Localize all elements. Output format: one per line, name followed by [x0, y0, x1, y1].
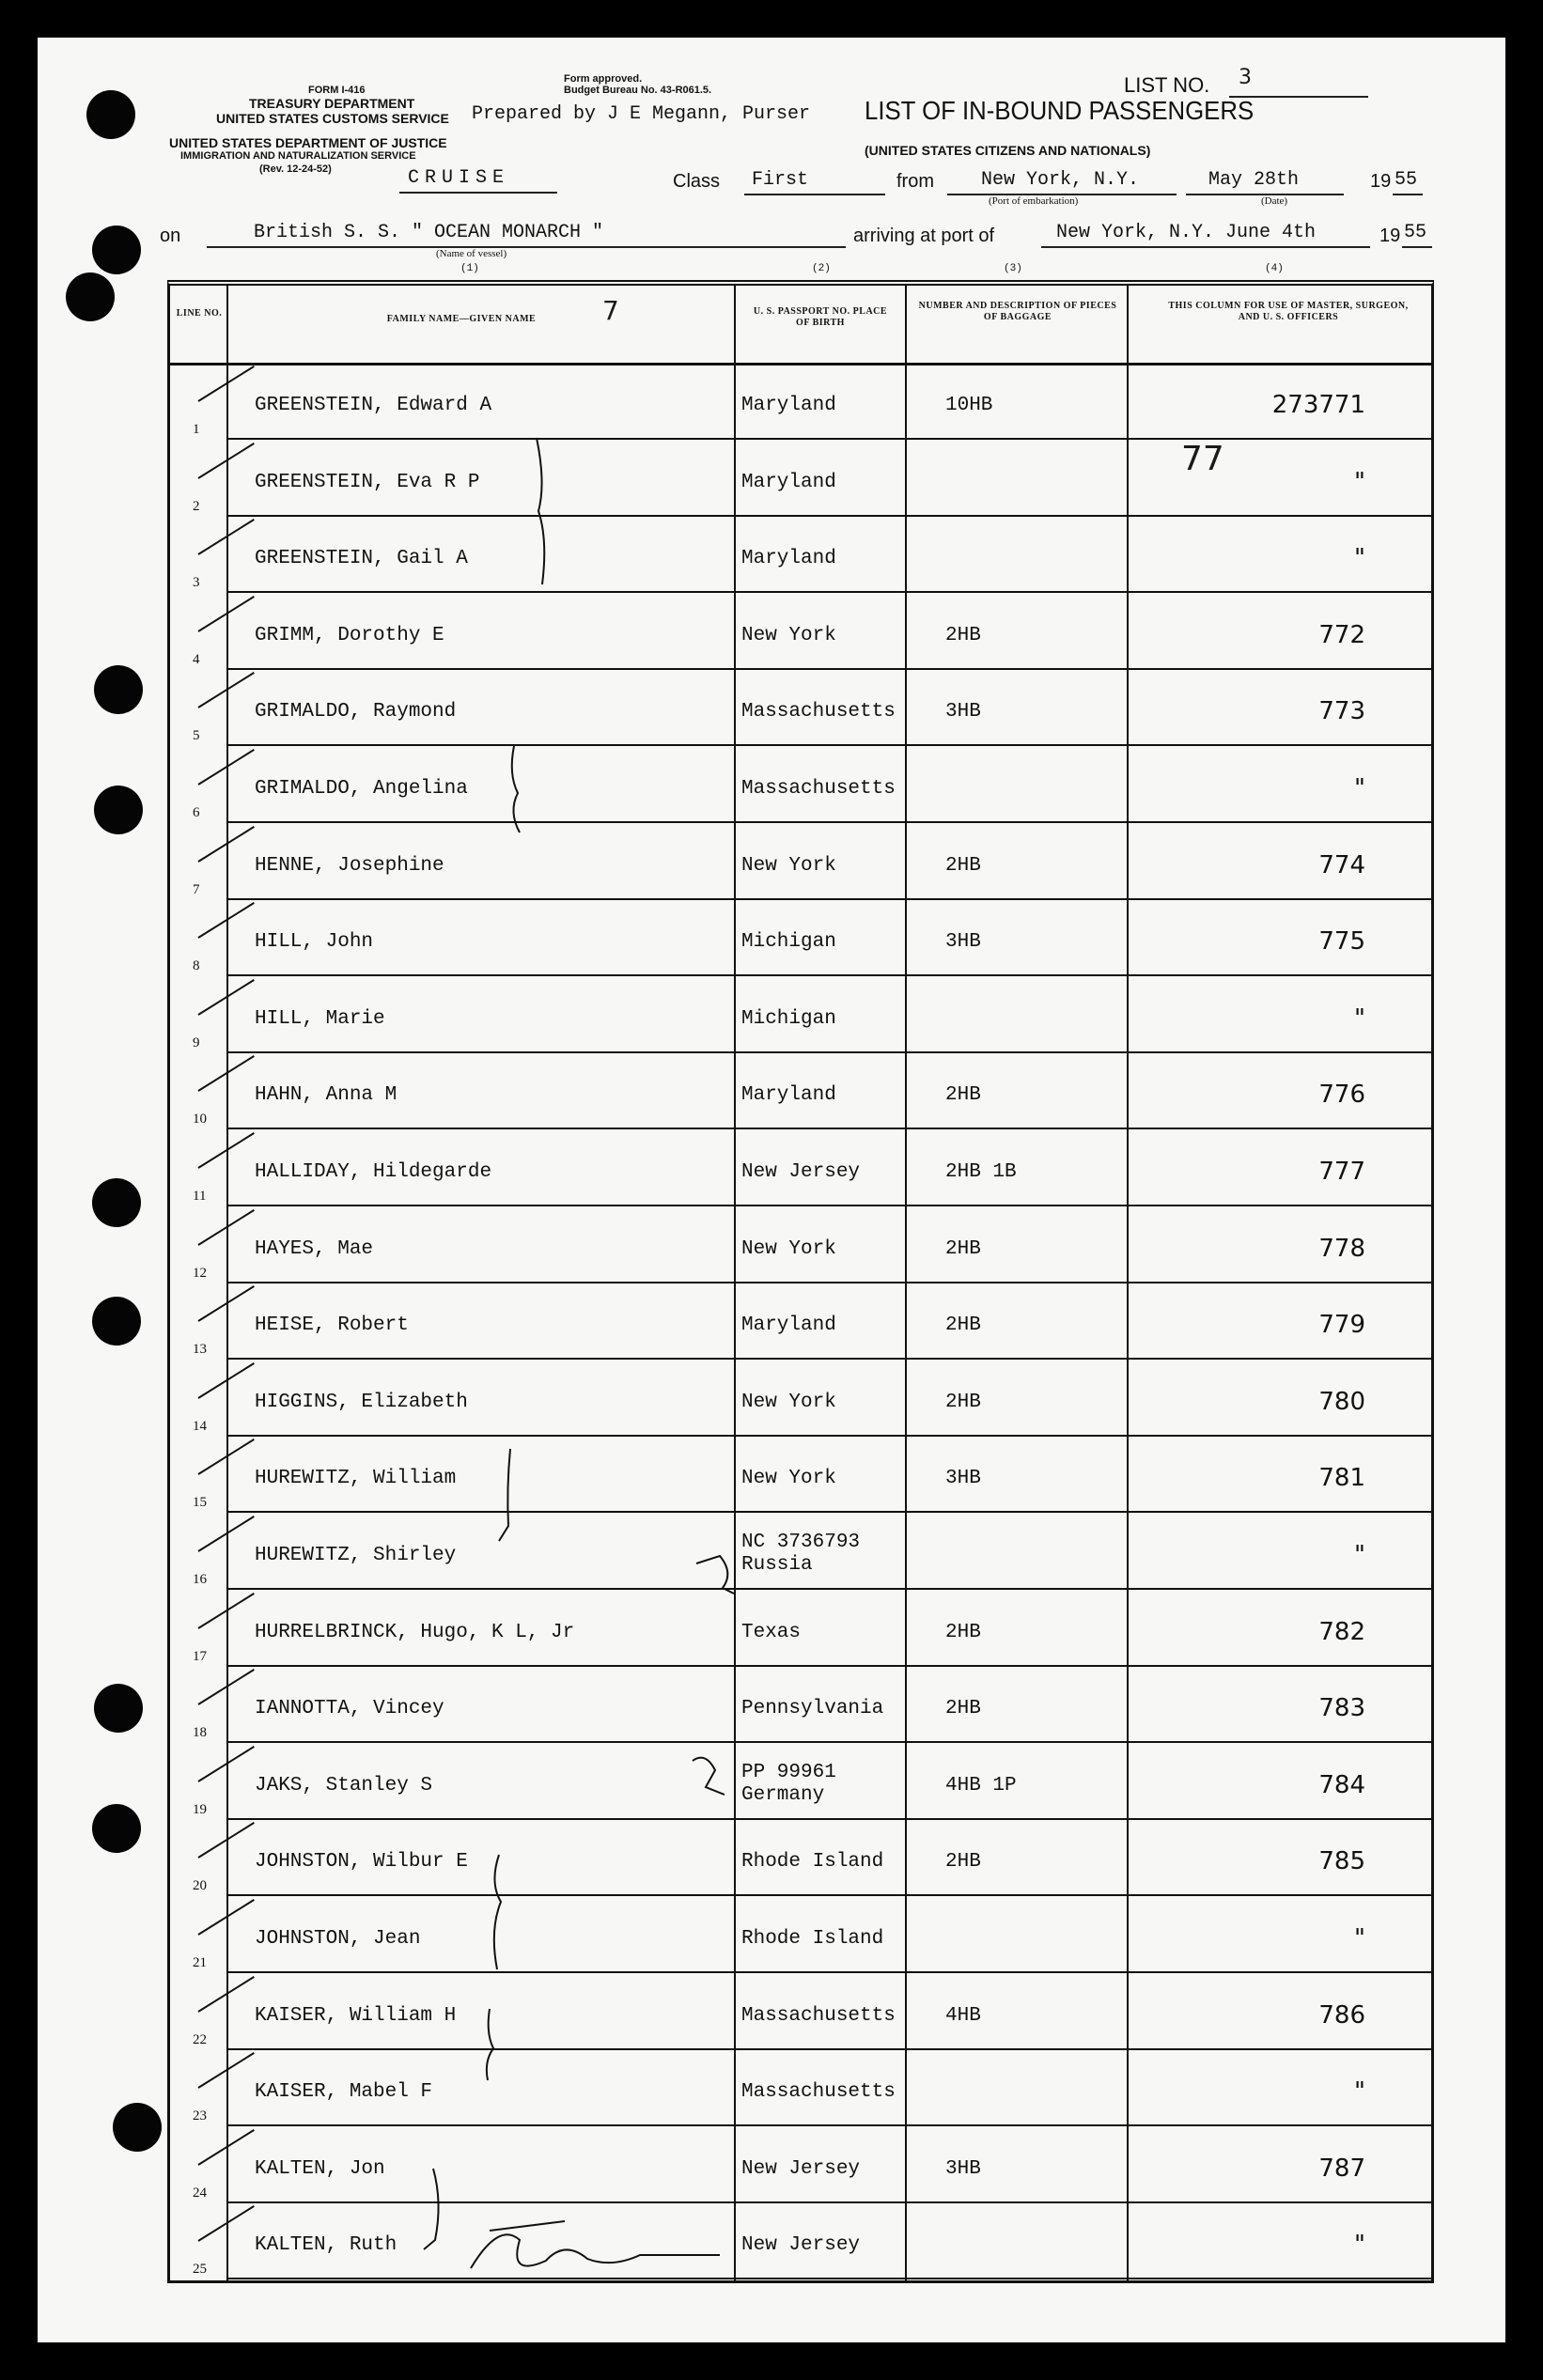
officer-number: 776 [1318, 1081, 1365, 1110]
passenger-name: HENNE, Josephine [255, 854, 444, 877]
place-of-birth: New Jersey [741, 2234, 861, 2257]
officer-number: 784 [1318, 1770, 1365, 1799]
prepared-by: Prepared by J E Megann, Purser [472, 103, 811, 125]
punch-hole [92, 1297, 141, 1346]
header-passport: U. S. PASSPORT NO. PLACE OF BIRTH [753, 306, 888, 328]
handwritten-brackets [170, 286, 1437, 2289]
line-number: 22 [193, 2031, 207, 2047]
passenger-name: HILL, Marie [255, 1007, 385, 1030]
line-number: 24 [193, 2185, 207, 2201]
baggage-count: 2HB [945, 1084, 981, 1107]
col2-marker: (2) [812, 263, 831, 274]
passenger-name: KAISER, Mabel F [255, 2081, 433, 2104]
baggage-count: 2HB [945, 854, 981, 877]
baggage-count: 2HB [945, 1314, 981, 1337]
passenger-name: HAYES, Mae [255, 1237, 374, 1260]
date-value: May 28th [1208, 169, 1300, 191]
line-number: 8 [193, 958, 200, 974]
place-of-birth: Maryland [741, 1084, 836, 1107]
arriving-label: arriving at port of [853, 226, 995, 246]
line-number: 10 [193, 1112, 207, 1128]
officer-number: " [1354, 467, 1365, 496]
place-of-birth: New Jersey [741, 2157, 861, 2180]
col1-marker: (1) [460, 263, 479, 274]
line-number: 2 [193, 498, 200, 514]
col4-marker: (4) [1265, 263, 1284, 274]
place-of-birth: Massachusetts [741, 2004, 896, 2027]
officer-number: 273771 [1271, 391, 1365, 419]
place-of-birth: Michigan [741, 931, 836, 954]
punch-hole [66, 272, 115, 321]
ins-service: IMMIGRATION AND NATURALIZATION SERVICE [180, 150, 416, 162]
line-number: 7 [193, 881, 200, 897]
place-of-birth: New York [741, 1391, 836, 1413]
vessel-caption: (Name of vessel) [436, 248, 507, 259]
place-of-birth: Pennsylvania [741, 1698, 884, 1720]
place-of-birth: Massachusetts [741, 778, 896, 800]
passenger-name: HEISE, Robert [255, 1314, 409, 1337]
col3-marker: (3) [1004, 263, 1022, 274]
passenger-name: GREENSTEIN, Edward A [255, 395, 492, 416]
line-number: 4 [193, 651, 200, 667]
officer-number: 777 [1318, 1158, 1365, 1186]
baggage-count: 2HB [945, 1698, 981, 1720]
line-number: 6 [193, 805, 200, 820]
officer-number: 774 [1318, 850, 1365, 879]
place-of-birth: New York [741, 1468, 836, 1490]
place-of-birth: PP 99961 Germany [741, 1761, 836, 1806]
arrival-year-prefix: 19 [1379, 226, 1401, 246]
place-of-birth: New York [741, 1237, 836, 1260]
officer-number: " [1354, 2231, 1365, 2260]
baggage-count: 3HB [945, 931, 981, 954]
baggage-count: 4HB 1P [945, 1774, 1017, 1797]
punch-hole [94, 665, 143, 714]
arrival-year-suffix: 55 [1404, 222, 1427, 243]
passenger-name: JOHNSTON, Wilbur E [255, 1851, 468, 1874]
punch-hole [94, 786, 143, 834]
passenger-name: HUREWITZ, Shirley [255, 1545, 457, 1566]
passenger-name: GRIMM, Dorothy E [255, 624, 444, 646]
header-baggage: NUMBER AND DESCRIPTION OF PIECES OF BAGGAGE [918, 301, 1117, 322]
place-of-birth: New York [741, 854, 836, 877]
place-of-birth: Michigan [741, 1007, 836, 1030]
passenger-name: HURRELBRINCK, Hugo, K L, Jr [255, 1621, 575, 1643]
officer-number: 787 [1318, 2154, 1365, 2183]
treasury-dept: TREASURY DEPARTMENT [249, 96, 415, 111]
place-of-birth: Maryland [741, 395, 836, 416]
form-number: FORM I-416 [308, 85, 366, 96]
officer-number: 778 [1318, 1234, 1365, 1263]
baggage-count: 4HB [945, 2004, 981, 2027]
vessel-name: British S. S. " OCEAN MONARCH " [254, 222, 604, 243]
officer-number: " [1354, 544, 1365, 573]
line-number: 16 [193, 1572, 207, 1587]
passenger-name: KALTEN, Ruth [255, 2234, 397, 2257]
passenger-name: IANNOTTA, Vincey [255, 1698, 444, 1720]
line-number: 25 [193, 2262, 207, 2278]
baggage-count: 3HB [945, 1468, 981, 1490]
baggage-count: 2HB [945, 1851, 981, 1874]
baggage-count: 3HB [945, 701, 981, 723]
justice-dept: UNITED STATES DEPARTMENT OF JUSTICE [169, 135, 447, 150]
passenger-name: HAHN, Anna M [255, 1084, 397, 1107]
header-name: FAMILY NAME—GIVEN NAME [386, 314, 537, 324]
place-of-birth: Rhode Island [741, 1928, 884, 1950]
line-number: 1 [193, 422, 200, 437]
punch-hole [92, 226, 141, 274]
baggage-count: 2HB 1B [945, 1161, 1017, 1183]
place-of-birth: New York [741, 624, 836, 646]
baggage-count: 2HB [945, 624, 981, 646]
passenger-name: GREENSTEIN, Gail A [255, 548, 468, 570]
place-of-birth: Massachusetts [741, 2081, 896, 2104]
line-number: 3 [193, 575, 200, 591]
passenger-name: HUREWITZ, William [255, 1468, 457, 1490]
line-number: 17 [193, 1648, 207, 1664]
place-of-birth: New Jersey [741, 1161, 861, 1183]
passenger-name: HIGGINS, Elizabeth [255, 1391, 468, 1413]
citizens-subtitle: (UNITED STATES CITIZENS AND NATIONALS) [865, 143, 1151, 158]
on-label: on [160, 226, 181, 246]
officer-number: 782 [1318, 1617, 1365, 1646]
header-officers: THIS COLUMN FOR USE OF MASTER, SURGEON, AND U. S. OFFICERS [1168, 301, 1409, 322]
list-no-value: 3 [1239, 66, 1252, 89]
passenger-table [167, 280, 1434, 2283]
line-number: 15 [193, 1495, 207, 1511]
officer-number: 780 [1318, 1387, 1365, 1416]
line-number: 21 [193, 1955, 207, 1970]
header-name-mark: 7 [602, 295, 619, 326]
punch-hole [113, 2103, 162, 2152]
officer-number: " [1354, 1924, 1365, 1952]
passenger-name: HALLIDAY, Hildegarde [255, 1161, 492, 1183]
officer-number: 779 [1318, 1311, 1365, 1340]
line-number: 23 [193, 2108, 207, 2124]
officer-number: " [1354, 2077, 1365, 2107]
list-title: LIST OF IN-BOUND PASSENGERS [865, 96, 1255, 125]
place-of-birth: Maryland [741, 548, 836, 570]
passenger-name: KALTEN, Jon [255, 2157, 385, 2180]
officer-number: 783 [1318, 1694, 1365, 1723]
line-number: 9 [193, 1034, 200, 1050]
officer-number: " [1354, 1003, 1365, 1033]
class-value: First [752, 169, 809, 191]
baggage-count: 10HB [945, 395, 993, 416]
baggage-count: 2HB [945, 1391, 981, 1413]
passenger-name: GRIMALDO, Raymond [255, 701, 457, 723]
year-suffix: 55 [1395, 169, 1418, 191]
officer-number: " [1354, 774, 1365, 802]
passenger-name: JAKS, Stanley S [255, 1774, 433, 1797]
officer-number: " [1354, 1541, 1365, 1569]
line-number: 18 [193, 1725, 207, 1741]
passenger-name: KAISER, William H [255, 2004, 457, 2027]
line-number: 19 [193, 1801, 207, 1817]
from-value: New York, N.Y. [981, 169, 1140, 191]
punch-hole [86, 90, 135, 139]
officer-number: 775 [1318, 927, 1365, 957]
passenger-name: GREENSTEIN, Eva R P [255, 471, 480, 493]
cruise-label: CRUISE [408, 167, 510, 189]
place-of-birth: Massachusetts [741, 701, 896, 723]
officer-number: 773 [1318, 697, 1365, 726]
punch-hole [92, 1178, 141, 1227]
line-number: 20 [193, 1878, 207, 1894]
place-of-birth: Maryland [741, 1314, 836, 1337]
passenger-name: HILL, John [255, 931, 374, 954]
handwritten-annotation: 77 [1181, 440, 1224, 478]
officer-number: 785 [1318, 1847, 1365, 1876]
place-of-birth: Rhode Island [741, 1851, 884, 1874]
year-prefix: 19 [1370, 171, 1392, 192]
place-of-birth: Maryland [741, 471, 836, 493]
budget-bureau: Budget Bureau No. 43-R061.5. [564, 85, 712, 96]
header-line-no: LINE NO. [176, 308, 223, 319]
place-of-birth: NC 3736793 Russia [741, 1532, 861, 1576]
passenger-name: GRIMALDO, Angelina [255, 778, 468, 800]
officer-number: 786 [1318, 2000, 1365, 2030]
arrival-value: New York, N.Y. June 4th [1056, 222, 1317, 243]
list-no-label: LIST NO. [1124, 73, 1210, 97]
line-number: 12 [193, 1265, 207, 1281]
punch-hole [92, 1804, 141, 1853]
line-number: 13 [193, 1342, 207, 1358]
passenger-name: JOHNSTON, Jean [255, 1928, 421, 1950]
punch-hole [94, 1684, 143, 1733]
class-label: Class [673, 171, 721, 192]
customs-service: UNITED STATES CUSTOMS SERVICE [216, 111, 449, 126]
officer-number: 781 [1318, 1464, 1365, 1493]
baggage-count: 2HB [945, 1621, 981, 1643]
revision-date: (Rev. 12-24-52) [259, 163, 332, 175]
form-approved: Form approved. [564, 73, 643, 85]
baggage-count: 3HB [945, 2157, 981, 2180]
from-label: from [896, 171, 934, 192]
date-caption: (Date) [1261, 195, 1288, 207]
place-of-birth: Texas [741, 1621, 802, 1643]
line-number: 5 [193, 728, 200, 744]
officer-number: 772 [1318, 620, 1365, 649]
port-caption: (Port of embarkation) [989, 195, 1079, 207]
line-number: 11 [193, 1189, 207, 1204]
baggage-count: 2HB [945, 1237, 981, 1260]
line-number: 14 [193, 1418, 207, 1434]
